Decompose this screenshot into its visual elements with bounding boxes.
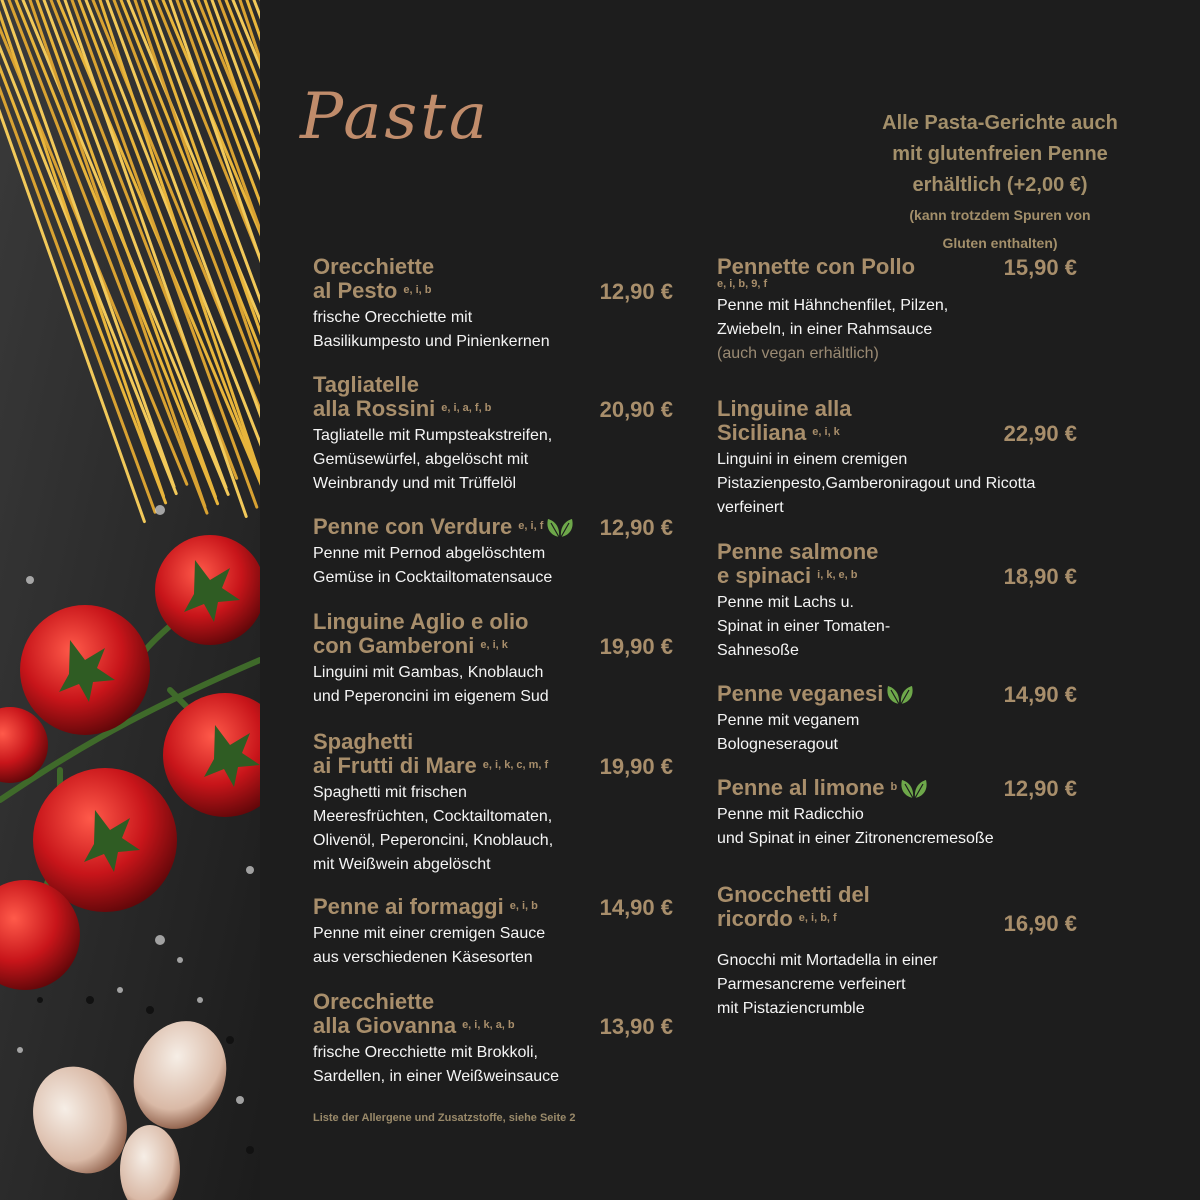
dish-name-text: Linguine Aglio e olio con Gamberoni	[313, 609, 529, 658]
menu-item	[313, 895, 673, 970]
gluten-free-note	[820, 108, 1180, 257]
dish-price: 12,90 €	[599, 515, 673, 540]
allergen-codes: e, i, b, 9, f	[717, 278, 768, 290]
menu-item	[313, 730, 673, 877]
pasta-tomato-garlic-photo	[0, 0, 260, 1200]
dish-description: Spaghetti mit frischen Meeresfrüchten, Cocktailtomaten, Olivenöl, Peperoncini, Knoblauch, mit Weißwein abgelöscht	[313, 784, 554, 873]
allergen-codes: e, i, k	[812, 426, 840, 438]
dish-name-text: Penne al limone	[717, 775, 885, 800]
note-line-2: mit glutenfreien Penne	[892, 143, 1108, 165]
allergen-codes: e, i, k, a, b	[462, 1019, 515, 1031]
vegan-leaf-icon	[899, 778, 929, 800]
allergen-codes: e, i, k, c, m, f	[482, 759, 549, 771]
dish-price: 19,90 €	[599, 634, 673, 659]
allergen-codes: e, i, b	[509, 900, 538, 912]
allergen-footnote: Liste der Allergene und Zusatzstoffe, siehe Seite 2	[313, 1112, 576, 1124]
dish-price: 15,90 €	[1003, 255, 1077, 280]
allergen-codes: e, i, k	[480, 639, 508, 651]
dish-price: 13,90 €	[599, 1014, 673, 1039]
menu-item	[717, 397, 1077, 520]
dish-extra-note: (auch vegan erhältlich)	[717, 345, 879, 362]
dish-name-text: Pennette con Pollo	[717, 254, 916, 279]
dish-price: 19,90 €	[599, 754, 673, 779]
note-small-1: (kann trotzdem Spuren von	[909, 207, 1091, 223]
menu-item	[313, 373, 673, 496]
dish-name-text: Orecchiette al Pesto	[313, 254, 435, 303]
menu-item	[717, 540, 1077, 663]
menu-item	[717, 255, 1077, 366]
menu-item	[313, 610, 673, 709]
dish-price: 14,90 €	[1003, 682, 1077, 707]
menu-item	[717, 682, 1077, 757]
dish-price: 16,90 €	[1003, 911, 1077, 936]
vegan-leaf-icon	[545, 517, 575, 539]
menu-item	[313, 255, 673, 354]
dish-price: 18,90 €	[1003, 564, 1077, 589]
dish-description: Penne mit Pernod abgelöschtem Gemüse in Cocktailtomatensauce	[313, 545, 553, 587]
dish-description: frische Orecchiette mit Brokkoli, Sardellen, in einer Weißweinsauce	[313, 1044, 560, 1085]
menu-panel	[260, 0, 1200, 1200]
dish-price: 14,90 €	[599, 895, 673, 920]
note-line-3: erhältlich (+2,00 €)	[912, 174, 1088, 196]
allergen-codes: i, k, e, b	[817, 569, 858, 581]
vegan-leaf-icon	[885, 684, 915, 706]
dish-description: Penne mit einer cremigen Sauce aus verschiedenen Käsesorten	[313, 925, 546, 966]
dish-price: 12,90 €	[1003, 776, 1077, 801]
allergen-codes: b	[890, 781, 898, 793]
note-small-2: Gluten enthalten)	[942, 235, 1058, 251]
dish-description: Linguini mit Gambas, Knoblauch und Peperoncini im eigenem Sud	[313, 664, 549, 705]
menu-item	[313, 990, 673, 1089]
dish-name-text: Orecchiette alla Giovanna	[313, 989, 457, 1038]
dish-description: Penne mit veganem Bologneseragout	[717, 712, 860, 754]
dish-name-text: Spaghetti ai Frutti di Mare	[313, 729, 477, 778]
dish-description: Gnocchi mit Mortadella in einer Parmesancreme verfeinert mit Pistaziencrumble	[717, 952, 938, 1017]
allergen-codes: e, i, a, f, b	[441, 402, 492, 414]
note-line-1: Alle Pasta-Gerichte auch	[882, 112, 1118, 134]
dish-description: Penne mit Radicchio und Spinat in einer Zitronencremesoße	[717, 806, 994, 848]
dish-name-text: Penne ai formaggi	[313, 894, 504, 919]
dish-description: Penne mit Hähnchenfilet, Pilzen, Zwiebeln, in einer Rahmsauce	[717, 297, 949, 338]
allergen-codes: e, i, b	[403, 284, 432, 296]
allergen-codes: e, i, b, f	[798, 912, 837, 924]
dish-name-text: Penne veganesi	[717, 681, 884, 706]
dish-name-text: Tagliatelle alla Rossini	[313, 372, 436, 421]
dish-name-text: Penne salmone e spinaci	[717, 539, 879, 588]
dish-price: 12,90 €	[599, 279, 673, 304]
dish-name-text: Penne con Verdure	[313, 514, 513, 539]
dish-name-text: Gnocchetti del ricordo	[717, 882, 870, 931]
dish-description: Tagliatelle mit Rumpsteakstreifen, Gemüsewürfel, abgelöscht mit Weinbrandy und mit Trüffelöl	[313, 427, 553, 492]
dish-description: Linguini in einem cremigen Pistazienpesto,Gamberoniragout und Ricotta verfeinert	[717, 451, 1036, 516]
allergen-codes: e, i, f	[518, 520, 544, 532]
menu-item	[717, 883, 1077, 1021]
dish-name-text: Linguine alla Siciliana	[717, 396, 852, 445]
dish-price: 22,90 €	[1003, 421, 1077, 446]
dish-description: Penne mit Lachs u. Spinat in einer Tomaten- Sahnesoße	[717, 594, 891, 659]
page-title: Pasta	[300, 80, 491, 154]
menu-item	[313, 515, 673, 590]
menu-item	[717, 776, 1077, 851]
dish-description: frische Orecchiette mit Basilikumpesto und Pinienkernen	[313, 309, 550, 350]
dish-price: 20,90 €	[599, 397, 673, 422]
